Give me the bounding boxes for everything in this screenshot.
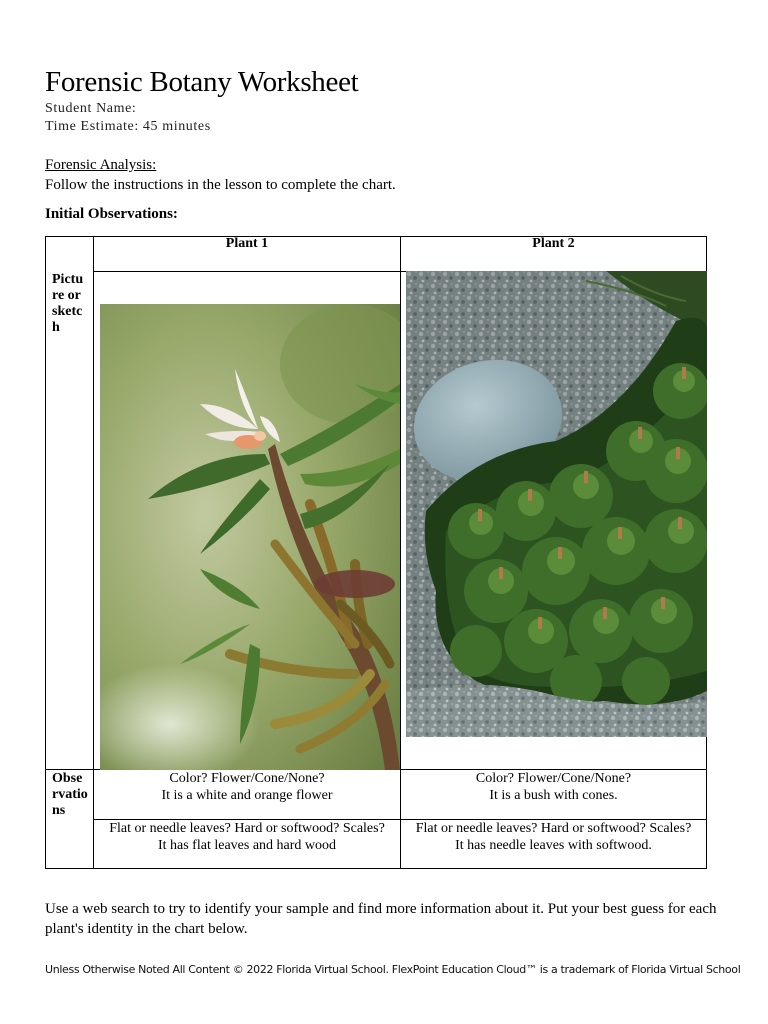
initial-observations-heading: Initial Observations:	[45, 206, 178, 222]
plant2-color-question: Color? Flower/Cone/None?	[475, 771, 632, 786]
pine-bush-photo	[406, 271, 707, 737]
plant2-leaves-question: Flat or needle leaves? Hard or softwood? Scales?	[415, 821, 692, 836]
plant2-color-answer: It is a bush with cones.	[489, 788, 618, 803]
copyright-notice: Unless Otherwise Noted All Content © 2022 Florida Virtual School. FlexPoint Education Cloud™ is a trademark of Florida Virtual School	[45, 963, 741, 976]
worksheet-title: Forensic Botany Worksheet	[45, 66, 359, 98]
plant1-color-question: Color? Flower/Cone/None?	[169, 771, 325, 786]
plant1-leaves-question: Flat or needle leaves? Hard or softwood? Scales?	[109, 821, 385, 836]
web-search-instructions: Use a web search to try to identify your sample and find more information about it. Put your best guess for each plant's identity in the chart below.	[45, 901, 717, 937]
instructions-text: Follow the instructions in the lesson to complete the chart.	[45, 177, 396, 193]
student-name-label: Student Name:	[45, 101, 137, 116]
col-header-plant-1: Plant 1	[225, 236, 269, 251]
plant1-leaves-answer: It has flat leaves and hard wood	[157, 838, 337, 853]
row-label-picture: Picture or sketch	[52, 272, 84, 335]
forensic-analysis-heading: Forensic Analysis:	[45, 157, 157, 173]
plant2-leaves-answer: It has needle leaves with softwood.	[455, 838, 652, 853]
time-estimate: Time Estimate: 45 minutes	[45, 119, 211, 134]
col-header-plant-2: Plant 2	[532, 236, 575, 251]
row-label-observations: Observations	[52, 771, 88, 818]
plant1-color-answer: It is a white and orange flower	[161, 788, 333, 803]
orchid-photo	[100, 304, 400, 770]
